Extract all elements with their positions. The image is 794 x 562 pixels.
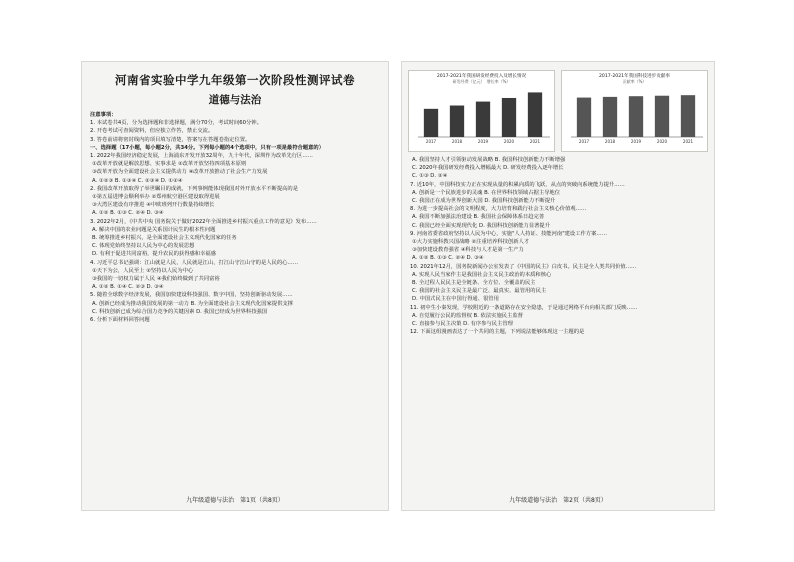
x-tick-label: 2020 xyxy=(503,139,515,144)
page-1-text-line: A. 创新已经成为推动我国发展的第一动力 B. 为全面建设社会主义现代化国家提供支撑 xyxy=(92,300,293,307)
x-tick-label: 2017 xyxy=(425,139,437,144)
page-2-text-line: 11. 初中生小秦发现，学校附近的一条道路存在安全隐患，于是通过网络平台向相关部门反映…… xyxy=(410,304,638,311)
exam-subject: 道德与法治 xyxy=(208,94,262,106)
chart-bar xyxy=(681,95,695,137)
exam-page-2 xyxy=(402,62,714,510)
contribution-chart xyxy=(561,70,708,152)
x-tick-label: 2018 xyxy=(451,139,463,144)
page-2-text-line: 8. 为进一步提高社会的文明程度，大力培育和践行社会主义核心价值观…… xyxy=(410,206,587,213)
page-2-text-line: B. 全过程人民民主是全链条、全方位、全覆盖的民主 xyxy=(412,280,536,287)
notice-title: 注意事项： xyxy=(90,112,117,118)
page-1-text-line: ①天下为公，人民至上 ②坚持以人民为中心 xyxy=(92,267,194,274)
page-1-text-line: B. 统筹推进乡村振兴，是全面建设社会主义现代化国家的任务 xyxy=(92,235,237,242)
page-2-text-line: ①大力实施科教兴国战略 ②注重培养科技创新人才 xyxy=(412,239,530,246)
page-2-text-line: 10. 2021年12月，国务院新闻办公室发表了《中国的民主》白皮书。民主是全人类共同价值…… xyxy=(410,263,637,270)
contribution-chart-title: 2017-2021年我国科技进步贡献率 xyxy=(599,74,670,79)
rd-chart-title: 2017-2021年我国研发经费投入及增长情况 xyxy=(436,74,527,79)
exam-page-1 xyxy=(82,62,388,510)
page-2-text-line: A. 我国不断加强法治建设 B. 我国社会保障体系日趋完善 xyxy=(412,214,545,221)
page-2-text-line: 12. 下面这组漫画表达了一个共同的主题，下列说法能够体现这一主题的是 xyxy=(410,329,585,336)
page-1-text-line: A. ①② B. ①③ C. ②④ D. ③④ xyxy=(92,210,164,217)
chart-bar xyxy=(450,106,464,137)
page-1-text-line: D. 有利于促进共同富裕，提升农民的获得感和幸福感 xyxy=(92,251,216,258)
page-2-text-line: C. 我国的社会主义民主是最广泛、最真实、最管用的民主 xyxy=(412,288,547,295)
chart-bar xyxy=(655,96,669,137)
page-2-footer: 九年级道德与法治 第2页（共8页） xyxy=(509,497,607,504)
page-2-text-line: A. ①② B. ①③ C. ②④ D. ③④ xyxy=(412,255,484,262)
page-1-text-line: 3. 2022年2月，《中共中央 国务院关于做好2022年全面推进乡村振兴重点工作的意见》发布…… xyxy=(90,218,317,225)
page-2-text-line: C. 我国已经全面实现现代化 D. 我国科技创新能力显著提升 xyxy=(412,222,551,229)
page-1-text-line: 2. 开卷考试可查阅资料，但应独立作答，禁止交流。 xyxy=(90,128,214,135)
page-1-footer: 九年级道德与法治 第1页（共8页） xyxy=(186,497,284,504)
page-2-text-line: A. 创新是一个民族进步的灵魂 B. 在世界科技领域占据主导地位 xyxy=(412,189,561,196)
page-1-text xyxy=(82,119,388,324)
page-1-text-line: 1. 2022年我国经济稳定发展，上海浦东开发开放32周年，九十年代，深圳作为改革先行区…… xyxy=(90,153,313,160)
x-tick-label: 2020 xyxy=(656,139,668,144)
page-2-text-line: C. ①③ D. ②④ xyxy=(412,173,448,180)
exam-title: 河南省实验中学九年级第一次阶段性测评试卷 xyxy=(115,73,355,87)
page-2-text-line: A. 我国坚持人才引领驱动发展战略 B. 我国科技创新能力不断增强 xyxy=(412,157,566,163)
chart-bar xyxy=(528,92,542,137)
page-1-text-line: C. 科技创新已成为综合国力竞争的关键因素 D. 我国已经成为世界科技强国 xyxy=(92,308,268,315)
page-1-text-line: 4. 习近平总书记强调：江山就是人民，人民就是江山，打江山守江山守的是人民的心…… xyxy=(90,259,299,266)
rd-funding-chart xyxy=(408,70,555,152)
page-2-text-line: 7. 近10年，中国科技实力正在实现从量的积累向质的飞跃，从点的突破向系统能力提升…… xyxy=(410,181,625,188)
page-2-text-line: 9. 河南省委省政府坚持以人民为中心，实施"人人持证、技能河南"建设工作方案…… xyxy=(410,230,608,237)
page-2-text-line: D. 中国式民主在中国行得通、很管用 xyxy=(412,296,499,303)
chart-bar xyxy=(476,102,490,137)
page-1-text-line: A. 解决中国的农业问题是关系国计民生的根本性问题 xyxy=(92,226,216,233)
page-1-text-line: ①第五届进博会顺利举办 ②郑州航空港区建设取得进展 xyxy=(92,194,220,201)
page-2-text-line: ③加快建设教育强省 ④科技与人才是第一生产力 xyxy=(412,247,524,254)
contribution-chart-plot xyxy=(565,87,705,145)
chart-bar xyxy=(629,96,643,137)
x-tick-label: 2019 xyxy=(477,139,489,144)
chart-bar xyxy=(502,98,516,137)
chart-bar xyxy=(577,98,591,137)
chart-bar xyxy=(603,97,617,137)
page-2-text-line: C. 我国正在成为世界创新大国 D. 我国科技创新能力不断提升 xyxy=(412,198,556,205)
chart-row xyxy=(402,62,714,156)
page-1-text-line: A. ①② B. ①④ C. ②③ D. ③④ xyxy=(92,284,164,291)
page-1-text-line: ③大湾区建设有序推进 ④中欧班列开行数量持续增长 xyxy=(92,202,215,209)
rd-chart-plot xyxy=(412,87,552,145)
page-2-text-line: A. 实现人民当家作主是我国社会主义民主政治的本质和核心 xyxy=(412,271,552,278)
x-tick-label: 2021 xyxy=(529,139,541,144)
page-1-text-line: ③我国的一切权力属于人民 ④我们始终做到了共同富裕 xyxy=(92,276,220,283)
page-1-text-line: 5. 随着全球数字经济发展，我国加快建设科技强国、数字中国，坚持创新驱动发展…… xyxy=(90,292,293,299)
page-2-text-line: A. 自觉履行公民的监督权 B. 依法实施民主监督 xyxy=(412,312,523,319)
x-tick-label: 2021 xyxy=(682,139,694,144)
page-1-text-line: 6. 分析下面材料回答问题 xyxy=(90,317,150,324)
page-2-text-line: C. 2020年我国研发经费投入增幅最大 D. 研发经费投入逐年增长 xyxy=(412,165,564,172)
rd-chart-legend: 研发经费（亿元） 增长率（%） xyxy=(452,79,511,84)
chart-bar xyxy=(424,109,438,137)
page-2-text-line: C. 直接参与民主决策 D. 有序参与民主管理 xyxy=(412,321,513,328)
page-1-text-line: 2. 我国改革开放取得了举世瞩目的成就，下列事例能体现我国对外开放水平不断提高的是 xyxy=(90,185,299,192)
x-tick-label: 2019 xyxy=(630,139,642,144)
page-1-text-line: ③改革开放为全面建设社会主义提供动力 ④改革开放推动了社会生产力发展 xyxy=(92,169,268,176)
contribution-chart-legend: 贡献率（%） xyxy=(622,79,647,84)
page-1-text-line: A. ①②③ B. ①③④ C. ②③④ D. ①②④ xyxy=(92,177,183,184)
x-tick-label: 2017 xyxy=(578,139,590,144)
x-tick-label: 2018 xyxy=(604,139,616,144)
page-1-text-line: 3. 答卷前请将密封线内的项目填写清楚，答案写在答题卷指定位置。 xyxy=(90,136,251,143)
page-2-text xyxy=(402,156,714,336)
page-1-text-line: 1. 本试卷共4页，分为选择题和非选择题，满分70分，考试时间60分钟。 xyxy=(90,120,262,127)
page-1-text-line: 一、选择题（17小题，每小题2分，共34分。下列每小题的4个选项中，只有一项是最符合题意的） xyxy=(90,144,324,151)
page-1-text-line: ①改革开放就是解放思想、实事求是 ②改革开放坚持四项基本原则 xyxy=(92,161,247,168)
page-1-text-line: C. 体现党始终坚持以人民为中心的发展思想 xyxy=(92,243,195,250)
